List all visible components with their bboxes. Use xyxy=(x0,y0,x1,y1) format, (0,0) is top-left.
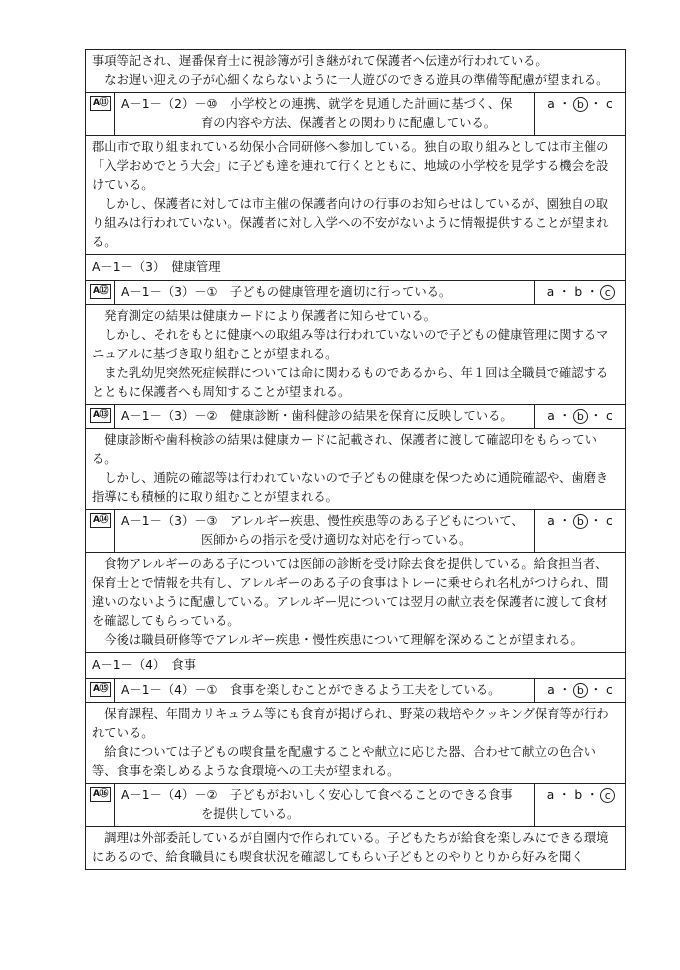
rating: a ・ b ・ c xyxy=(534,281,625,304)
comment-line: 今後は職員研修等でアレルギー疾患・慢性疾患について理解を深めることが望まれる。 xyxy=(104,633,583,647)
comment-line: 保育課程、年間カリキュラム等にも食育が掲げられ、野菜の栽培やクッキング保育等が行われている。 xyxy=(92,707,609,740)
item-a14-header xyxy=(86,509,625,552)
rating: a ・ b ・ c xyxy=(534,510,625,552)
item-code: A⑪ xyxy=(90,96,111,111)
comment-line: 食物アレルギーのある子については医師の診断を受け除去食を提供している。給食担当者、保育士とで情報を共有し、アレルギーのある子の食事はトレーに乗せられ名札がつけられ、間違いのないように配慮している。アレルギー児については翌月の献立表を保護者に渡して食材を確認してもらっている。 xyxy=(92,557,609,628)
item-a14-comment xyxy=(86,552,625,652)
rating-selected: b xyxy=(573,683,588,698)
comment-line: また乳幼児突然死症候群については命に関わるものであるから、年１回は全職員で確認するとともに保護者へも周知することが望まれる。 xyxy=(92,366,609,399)
rating: a ・ b ・ c xyxy=(534,679,625,702)
rating: a ・ b ・ c xyxy=(534,784,625,826)
item-title: A－1－（4）－① 食事を楽しむことができるよう工夫をしている。 xyxy=(121,683,501,697)
item-code: A⑫ xyxy=(90,284,111,299)
rating: a ・ b ・ c xyxy=(534,405,625,428)
item-title-cont: を提供している。 xyxy=(200,807,300,821)
comment-line: 発育測定の結果は健康カードにより保護者に知らせている。 xyxy=(104,309,436,323)
comment-line: なお遅い迎えの子が心細くならないように一人遊びのできる遊具の準備等配慮が望まれる。 xyxy=(104,73,609,87)
intro-comment xyxy=(86,50,625,92)
item-title: A－1－（4）－② 子どもがおいしく安心して食べることのできる食事 xyxy=(121,788,513,802)
rating-selected: c xyxy=(600,285,615,300)
item-a13-header xyxy=(86,404,625,428)
item-title: A－1－（3）－① 子どもの健康管理を適切に行っている。 xyxy=(121,285,452,299)
item-title: A－1－（3）－③ アレルギー疾患、慢性疾患等のある子どもについて、 xyxy=(121,514,524,528)
rating-selected: b xyxy=(573,409,588,424)
comment-line: しかし、それをもとに健康への取組み等は行われていないので子どもの健康管理に関するマニュアルに基づき取り組むことが望まれる。 xyxy=(92,328,609,361)
comment-line: 郡山市で取り組まれている幼保小合同研修へ参加している。独自の取り組みとしては市主催の「入学おめでとう大会」に子ども達を連れて行くとともに、地域の小学校を見学する機会を設けている。 xyxy=(92,140,609,192)
comment-line: 健康診断や歯科検診の結果は健康カードに記載され、保護者に渡して確認印をもらっている。 xyxy=(92,433,597,466)
comment-line: しかし、保護者に対しては市主催の保護者向けの行事のお知らせはしているが、園独自の取り組みは行われていない。保護者に対し入学への不安がないように情報提供することが望まれる。 xyxy=(92,197,609,249)
evaluation-document xyxy=(85,49,626,870)
item-title-cont: 育の内容や方法、保護者との関わりに配慮している。 xyxy=(200,116,497,130)
item-a15-header xyxy=(86,678,625,702)
item-a16-comment xyxy=(86,826,625,869)
item-code: A⑬ xyxy=(90,408,111,423)
item-code: A⑯ xyxy=(90,787,111,802)
item-a15-comment xyxy=(86,702,625,783)
item-a16-header xyxy=(86,783,625,826)
item-title: A－1－（3）－② 健康診断・歯科健診の結果を保育に反映している。 xyxy=(121,409,513,423)
rating: a ・ b ・ c xyxy=(534,93,625,135)
comment-line: 給食については子どもの喫食量を配慮することや献立に応じた器、合わせて献立の色合い等、食事を楽しめるような食環境への工夫が望まれる。 xyxy=(92,745,596,778)
item-a13-comment xyxy=(86,428,625,509)
comment-line: 事項等記され、遅番保育士に視診簿が引き継がれて保護者へ伝達が行われている。 xyxy=(92,54,548,68)
item-code: A⑭ xyxy=(90,513,111,528)
item-title-cont: 医師からの指示を受け適切な対応を行っている。 xyxy=(200,533,472,547)
item-a12-comment xyxy=(86,304,625,404)
comment-line: しかし、通院の確認等は行われていないので子どもの健康を保つために通院確認や、歯磨き指導にも積極的に取り組むことが望まれる。 xyxy=(92,471,609,504)
item-a11-comment xyxy=(86,135,625,254)
item-code: A⑮ xyxy=(90,682,111,697)
item-a12-header xyxy=(86,280,625,304)
rating-selected: b xyxy=(573,514,588,529)
section-heading: A－1－（3） 健康管理 xyxy=(86,254,625,280)
item-title: A－1－（2）－⑩ 小学校との連携、就学を見通した計画に基づく、保 xyxy=(121,97,513,111)
section-heading: A－1－（4） 食事 xyxy=(86,652,625,678)
rating-selected: c xyxy=(600,788,615,803)
item-a11-header xyxy=(86,92,625,135)
rating-selected: b xyxy=(573,97,588,112)
comment-line: 調理は外部委託しているが自園内で作られている。子どもたちが給食を楽しみにできる環境にあるので、給食職員にも喫食状況を確認してもらい子どもとのやりとりから好みを聞く xyxy=(92,831,609,864)
